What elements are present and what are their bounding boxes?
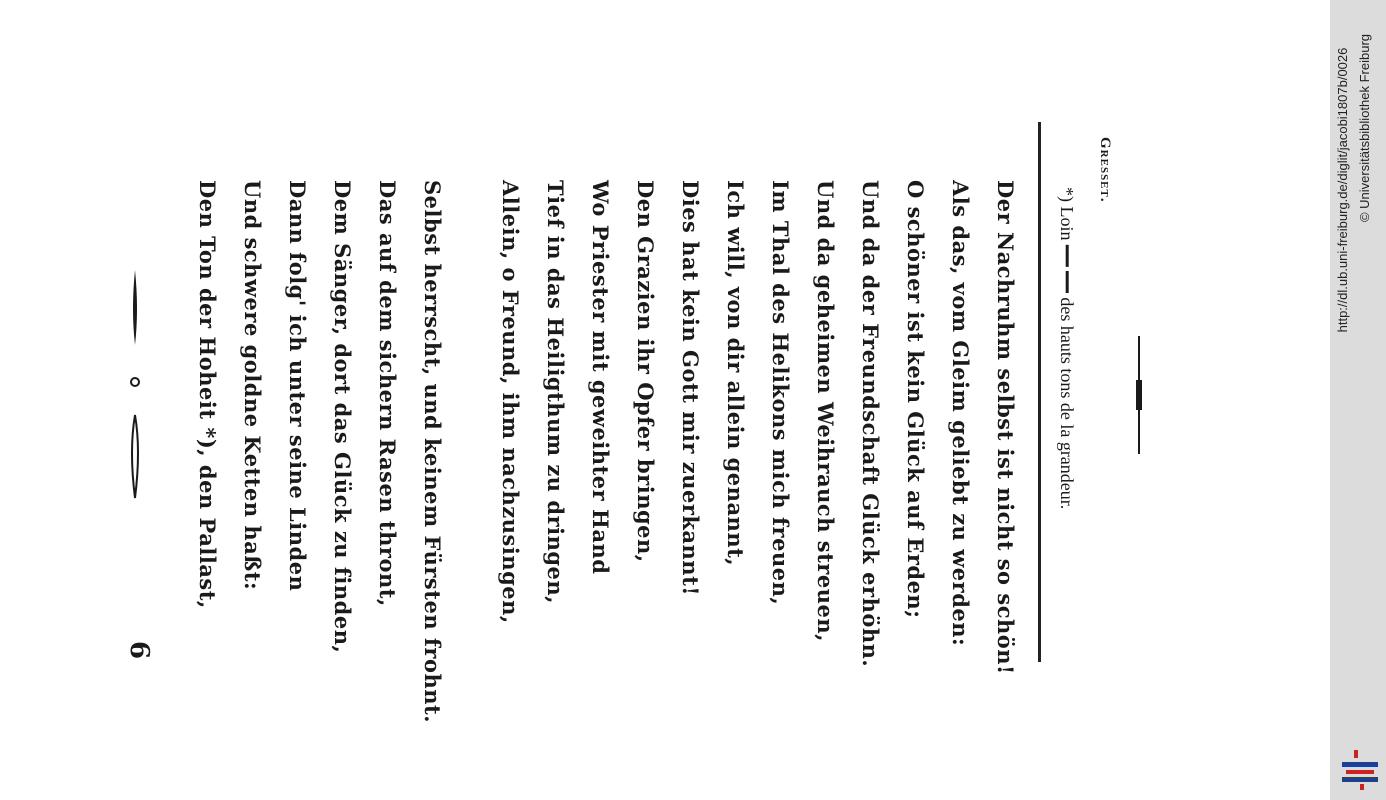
poem-line: Im Thal des Helikons mich freuen, [768, 180, 793, 606]
poem-line: Selbst herrscht, und keinem Fürsten frohnt. [420, 180, 445, 724]
copyright-notice: © Universitätsbibliothek Freiburg [1357, 33, 1372, 223]
poem-line: Und da geheimen Weihrauch streuen, [813, 180, 838, 642]
poem-line: Tief in das Heiligthum zu dringen, [543, 180, 568, 604]
poem-line: Dies hat kein Gott mir zuerkannt! [678, 180, 703, 596]
poem-line: Dann folg' ich unter seine Linden [285, 180, 310, 592]
source-url[interactable]: http://dl.ub.uni-freiburg.de/diglit/jacobi1807b/0026 [1335, 47, 1350, 333]
poem-line: O schöner ist kein Glück auf Erden; [903, 180, 928, 619]
page-number: 6 [124, 640, 154, 660]
footnote-author: Gresset. [1097, 137, 1113, 203]
poem-line: Und da der Freundschaft Glück erhöhn. [858, 180, 883, 668]
poem-line: Der Nachruhm selbst ist nicht so schön! [993, 180, 1018, 675]
poem-line: Den Ton der Hoheit *), den Pallast, [195, 180, 220, 609]
poem-line: Dem Sänger, dort das Glück zu finden, [330, 180, 355, 654]
attribution-sidebar [1330, 0, 1386, 800]
poem-line: Und schwere goldne Ketten haßt: [240, 180, 265, 591]
ornament-divider-icon [120, 250, 150, 520]
poem-line: Allein, o Freund, ihm nachzusingen, [498, 180, 523, 624]
ub-freiburg-logo-icon [1340, 748, 1380, 790]
poem-line: Als das, vom Gleim geliebt zu werden: [948, 180, 973, 647]
end-ornament-icon [1132, 336, 1146, 454]
poem-line: Wo Priester mit geweihter Hand [588, 180, 613, 575]
footnote-text: *) Loin ━━ ━━ des hauts tons de la grandeur. [1057, 187, 1077, 510]
poem-line: Den Grazien ihr Opfer bringen, [633, 180, 658, 563]
footnote-rule [1038, 122, 1041, 662]
poem-line: Das auf dem sichern Rasen thront, [375, 180, 400, 607]
poem-line: Ich will, von dir allein genannt, [723, 180, 748, 567]
